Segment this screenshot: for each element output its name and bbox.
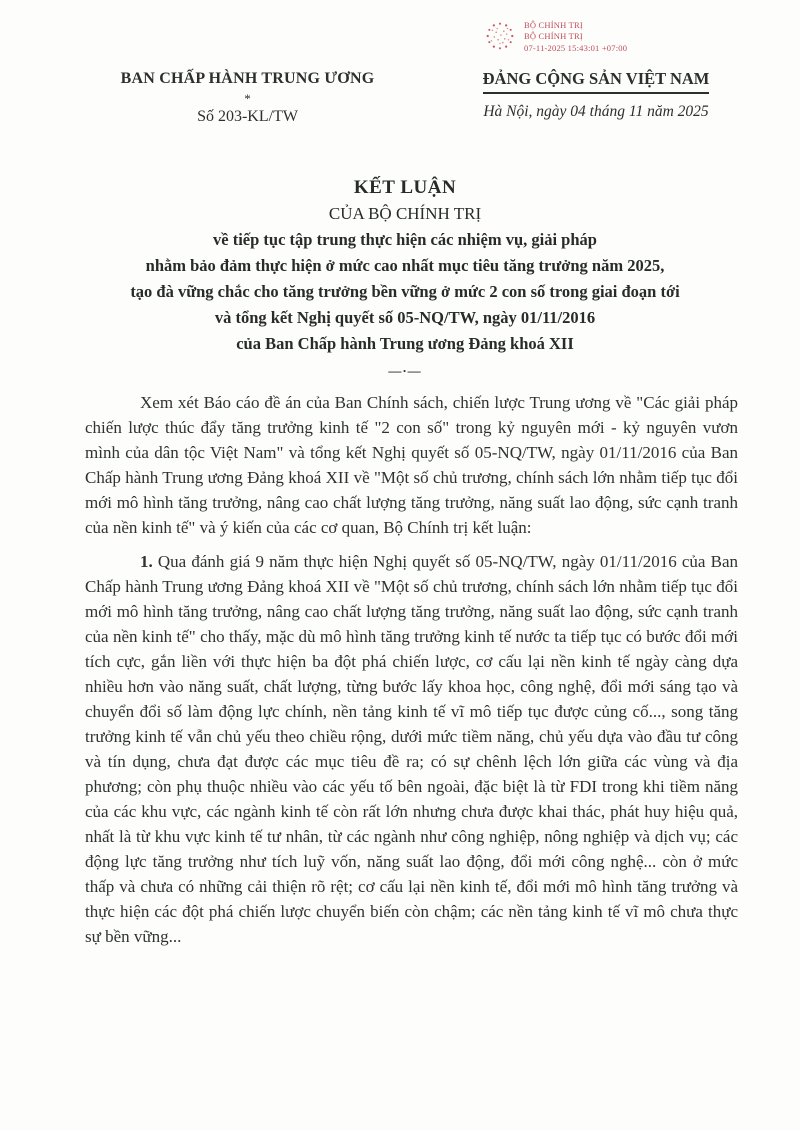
title-subject-line-3: tạo đà vững chắc cho tăng trưởng bền vững ở mức 2 con số trong giai đoạn tới [130, 282, 680, 301]
header-party-motto [440, 69, 752, 121]
digital-signature-stamp [483, 17, 627, 60]
body-paragraph-1 [85, 390, 738, 540]
stamp-line-1: BỘ CHÍNH TRỊ [524, 20, 583, 30]
document-body [85, 390, 738, 958]
title-subject-line-1: về tiếp tục tập trung thực hiện các nhiệm vụ, giải pháp [213, 230, 597, 249]
title-subject-line-5: của Ban Chấp hành Trung ương Đảng khoá XII [236, 334, 574, 353]
place-date: Hà Nội, ngày 04 tháng 11 năm 2025 [483, 103, 709, 120]
document-title-block [60, 175, 750, 379]
red-seal-icon [483, 17, 517, 60]
paragraph-2-text: Qua đánh giá 9 năm thực hiện Nghị quyết số 05-NQ/TW, ngày 01/11/2016 của Ban Chấp hành Trung ương Đảng khoá XII về "Một số chủ trương, chính sách lớn nhằm tiếp tục đổi mới mô hình tăng trưởng, nâng cao chất lượng tăng trưởng, năng suất lao động, sức cạnh tranh của nền kinh tế" cho thấy, mặc dù mô hình tăng trưởng kinh tế nước ta tiếp tục có bước đổi mới tích cực, gắn liền với thực hiện ba đột phá chiến lược, cơ cấu lại nền kinh tế ngày càng dựa nhiều hơn vào năng suất, chất lượng, từng bước lấy khoa học, công nghệ, đổi mới sáng tạo và chuyển đổi số làm động lực chính, nền tảng kinh tế vĩ mô tiếp tục được củng cố..., song tăng trưởng kinh tế vẫn chủ yếu theo chiều rộng, dưới mức tiềm năng, chủ yếu dựa vào đầu tư công và tín dụng, chưa đạt được các mục tiêu đề ra; có sự chênh lệch lớn giữa các vùng và địa phương; còn phụ thuộc nhiều vào các yếu tố bên ngoài, đặc biệt là từ FDI trong khi tiềm năng của các khu vực, các ngành kinh tế còn rất lớn nhưng chưa được khai thác, phát huy hiệu quả, nhất là từ khu vực kinh tế tư nhân, từ các ngành như công nghiệp, nông nghiệp và dịch vụ; các động lực tăng trưởng như tích luỹ vốn, năng suất lao động, đổi mới công nghệ... còn ở mức thấp và chưa có những cải thiện rõ rệt; cơ cấu lại nền kinh tế, đổi mới mô hình tăng trưởng và thực hiện các đột phá chiến lược chuyển biến còn chậm; các nền tảng kinh tế vĩ mô chưa thực sự bền vững... [85, 552, 738, 946]
paragraph-1-text: Xem xét Báo cáo đề án của Ban Chính sách, chiến lược Trung ương về "Các giải pháp chiến lược thúc đẩy tăng trưởng kinh tế "2 con số" trong kỷ nguyên mới - kỷ nguyên vươn mình của dân tộc Việt Nam" và tổng kết Nghị quyết số 05-NQ/TW, ngày 01/11/2016 của Ban Chấp hành Trung ương Đảng khoá XII về "Một số chủ trương, chính sách lớn nhằm tiếp tục đổi mới mô hình tăng trưởng, nâng cao chất lượng tăng trưởng, năng suất lao động, sức cạnh tranh của nền kinh tế" và ý kiến của các cơ quan, Bộ Chính trị kết luận: [85, 393, 738, 537]
header-issuing-org [95, 70, 400, 126]
title-subject-line-2: nhằm bảo đảm thực hiện ở mức cao nhất mục tiêu tăng trưởng năm 2025, [145, 256, 665, 275]
stamp-timestamp: 07-11-2025 15:43:01 +07:00 [524, 42, 628, 53]
title-subject-line-4: và tổng kết Nghị quyết số 05-NQ/TW, ngày 01/11/2016 [214, 308, 596, 327]
stamp-line-2: BỘ CHÍNH TRỊ [524, 31, 583, 42]
org-name: BAN CHẤP HÀNH TRUNG ƯƠNG [120, 70, 375, 87]
title-separator: —·— [388, 363, 422, 378]
star-separator-icon: * [244, 91, 251, 106]
title-issuer: CỦA BỘ CHÍNH TRỊ [328, 204, 482, 223]
body-paragraph-2 [85, 549, 738, 949]
document-number: Số 203-KL/TW [197, 108, 298, 125]
party-motto: ĐẢNG CỘNG SẢN VIỆT NAM [483, 69, 710, 94]
paragraph-2-marker: 1. [140, 552, 153, 571]
stamp-text [524, 17, 627, 54]
document-title: KẾT LUẬN [353, 177, 457, 198]
